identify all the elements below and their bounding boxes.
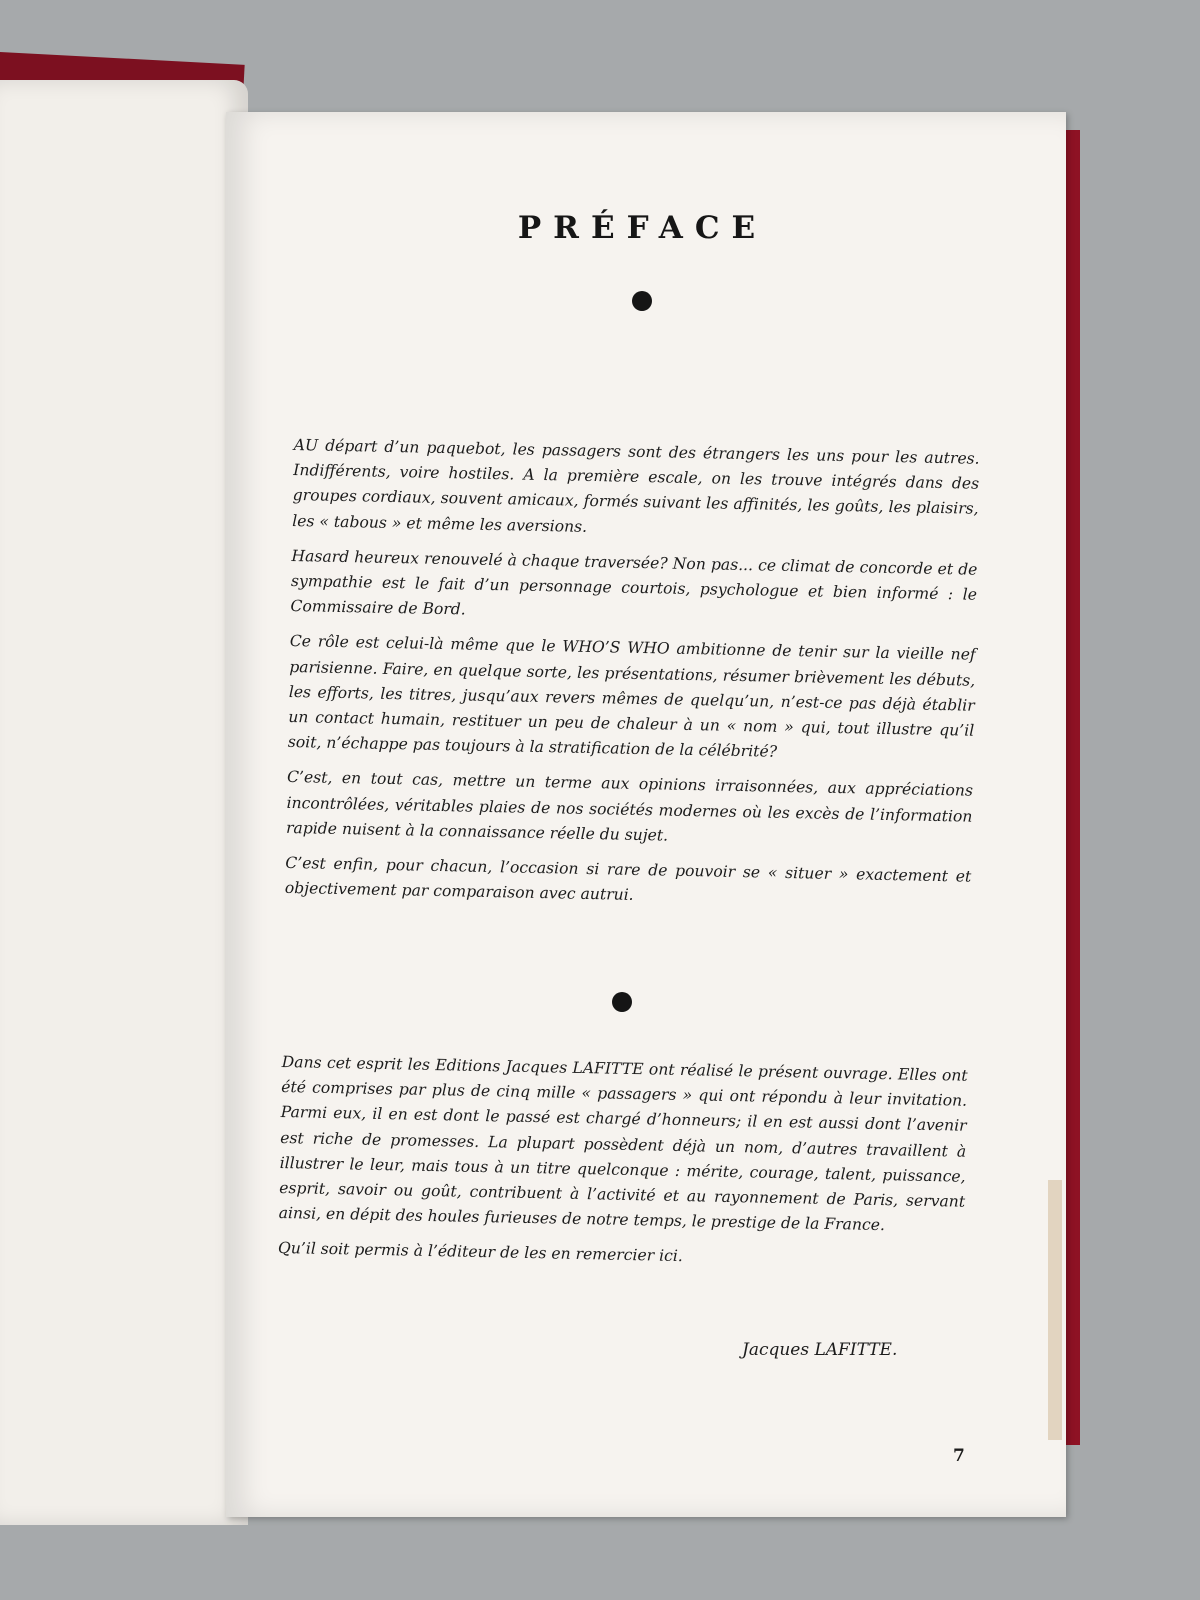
page-title: PRÉFACE <box>517 210 768 246</box>
paragraph-7: Qu’il soit permis à l’éditeur de les en remercier ici. <box>277 1239 683 1266</box>
bullet-ornament-middle <box>612 992 632 1012</box>
paragraph-6: Dans cet esprit les Editions Jacques LAFITTE ont réalisé le présent ouvrage. Elles ont été comprises par plus de cinq mille « passagers » qui ont répondu à leur invitation. Parmi eux, il en est dont le passé est chargé d’honneurs; il en est aussi dont l’avenir est riche de promesses. La plupart possèdent déjà un nom, d’autres travaillent à illustrer le leur, mais tous à un titre quelconque : mérite, courage, talent, puissance, esprit, savoir ou goût, contribuent à l’activité et au rayonnement de Paris, servant ainsi, en dépit des houles furieuses de notre temps, le prestige de la France. <box>278 1052 968 1235</box>
signature: Jacques LAFITTE. <box>742 1340 898 1360</box>
bullet-ornament-top <box>632 291 652 311</box>
paragraph-4: C’est, en tout cas, mettre un terme aux opinions irraisonnées, aux appréciations incontrôlées, véritables plaies de nos sociétés modernes où les excès de l’information rapide nuisent à la connaissance réelle du sujet. <box>285 768 974 845</box>
paragraph-5: C’est enfin, pour chacun, l’occasion si rare de pouvoir se « situer » exactement et objectivement par comparaison avec autrui. <box>284 853 972 905</box>
left-blank-page <box>0 80 248 1525</box>
paragraph-1: AU départ d’un paquebot, les passagers sont des étrangers les uns pour les autres. Indifférents, voire hostiles. A la première escale, on les trouve intégrés dans des groupes cordiaux, souvent amicaux, formés suivant les affinités, les goûts, les plaisirs, les « tabous » et même les aversions. <box>292 435 980 536</box>
paragraph-3: Ce rôle est celui-là même que le WHO’S WHO ambitionne de tenir sur la vieille nef parisienne. Faire, en quelque sorte, les présentations, résumer brièvement les débuts, les efforts, les titres, jusqu’aux revers mêmes de quelqu’un, n’est-ce pas déjà établir un contact humain, restituer un peu de chaleur à un « nom » qui, tout illustre qu’il soit, n’échappe pas toujours à la stratification de la célébrité? <box>287 632 976 761</box>
page-number: 7 <box>953 1446 965 1466</box>
page-edges <box>1048 1180 1062 1440</box>
preface-section-1 <box>284 433 979 925</box>
preface-section-2 <box>278 1050 968 1285</box>
paragraph-2: Hasard heureux renouvelé à chaque traversée? Non pas... ce climat de concorde et de sympathie est le fait d’un personnage courtois, psychologue et bien informé : le Commissaire de Bord. <box>290 546 978 619</box>
